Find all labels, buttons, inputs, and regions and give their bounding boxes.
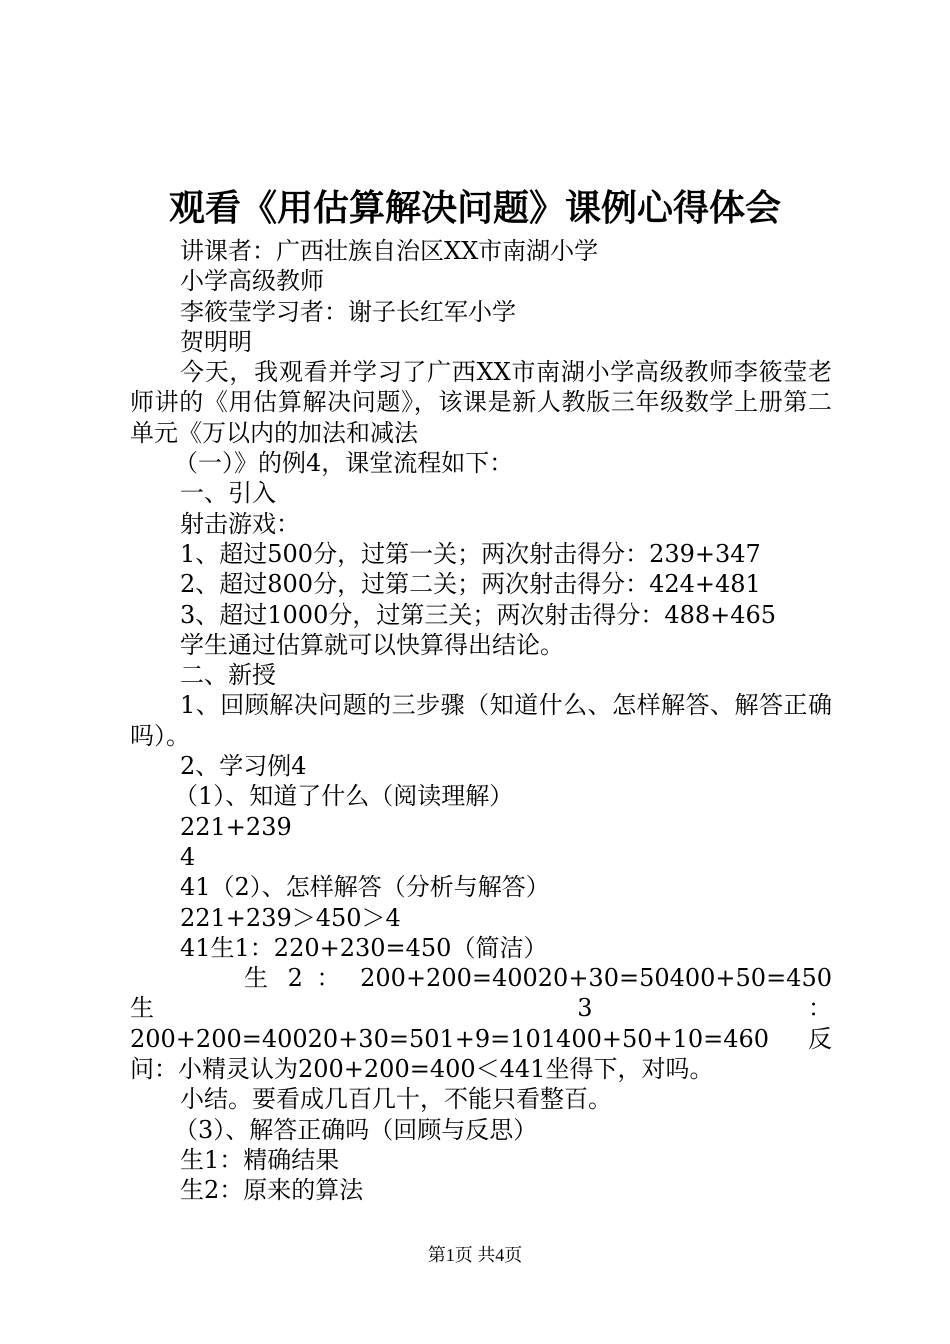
text-line: （1）、知道了什么（阅读理解） <box>174 782 514 811</box>
text-line: 二、新授 <box>180 661 276 690</box>
text-line: 4 <box>180 842 196 871</box>
text-paragraph: 1、回顾解决问题的三步骤（知道什么、怎样解答、解答正确吗）。 <box>130 691 832 750</box>
text-line: 3、超过1000分，过第三关；两次射击得分：488+465 <box>180 600 777 629</box>
text-line: 41（2）、怎样解答（分析与解答） <box>180 873 550 902</box>
text-line: 2、学习例4 <box>180 752 307 781</box>
text-line: 小结。要看成几百几十，不能只看整百。 <box>180 1085 612 1114</box>
text-line: 生2：原来的算法 <box>180 1176 364 1205</box>
text-paragraph: 今天，我观看并学习了广西XX市南湖小学高级教师李筱莹老师讲的《用估算解决问题》，该课是新人教版三年级数学上册第二单元《万以内的加法和减法 <box>130 358 832 447</box>
text-line: 41生1：220+230=450（简洁） <box>180 933 548 962</box>
text-line: 生1：精确结果 <box>180 1145 340 1174</box>
text-line: 贺明明 <box>180 327 252 356</box>
text-line: 学生通过估算就可以快算得出结论。 <box>180 630 564 659</box>
text-line: 小学高级教师 <box>180 267 324 296</box>
text-line: （一）》的例4，课堂流程如下： <box>174 449 514 478</box>
text-line: 221+239 <box>180 812 292 841</box>
document-body <box>130 236 832 1206</box>
text-paragraph: 生 2 ： 200+200=40020+30=50400+50=450 生 3 ：200+200=40020+30=501+9=101400+50+10=460反问：小精灵认为200+200=400＜441坐得下，对吗。 <box>130 964 832 1084</box>
text-line: 射击游戏： <box>180 509 300 538</box>
text-line: （3）、解答正确吗（回顾与反思） <box>174 1115 538 1144</box>
text-line: 1、超过500分，过第一关；两次射击得分：239+347 <box>180 539 761 568</box>
text-line: 一、引入 <box>180 479 276 508</box>
text-line: 讲课者：广西壮族自治区XX市南湖小学 <box>180 237 599 265</box>
text-line: 221+239＞450＞4 <box>180 903 401 932</box>
text-line: 2、超过800分，过第二关；两次射击得分：424+481 <box>180 570 761 599</box>
text-line: 李筱莹学习者：谢子长红军小学 <box>180 297 516 326</box>
page-footer: 第1页 共4页 <box>427 1245 523 1265</box>
document-title: 观看《用估算解决问题》课例心得体会 <box>168 187 781 229</box>
